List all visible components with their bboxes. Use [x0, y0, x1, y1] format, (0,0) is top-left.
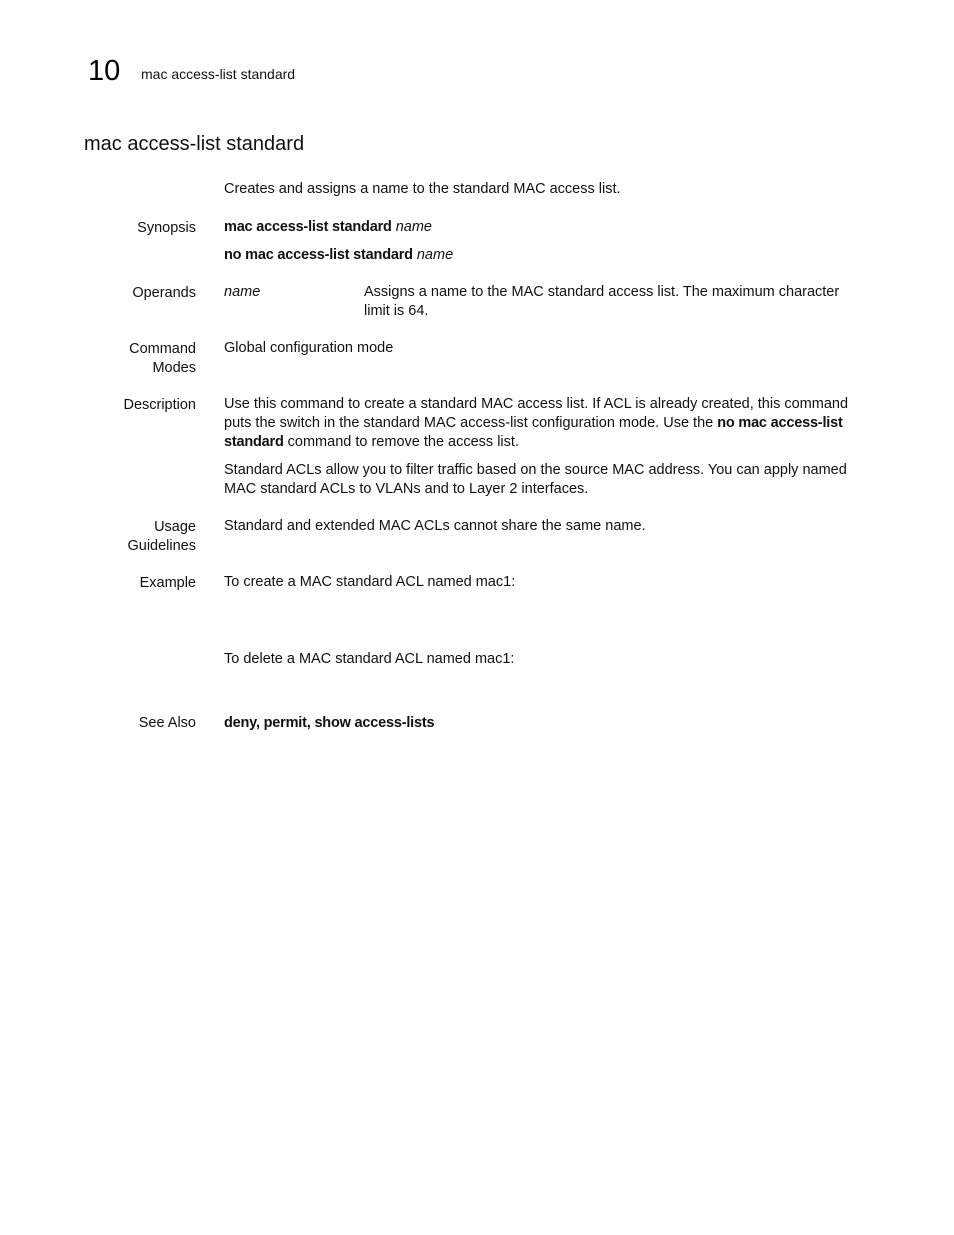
label-command-modes	[129, 340, 196, 378]
section-title: mac access-list standard	[84, 133, 305, 155]
description-paragraph-1	[224, 395, 864, 452]
operand-description: Assigns a name to the MAC standard access list. The maximum character limit is 64.	[364, 284, 840, 319]
description-command: no mac access-list standard	[224, 415, 843, 450]
synopsis-line-2	[224, 246, 864, 265]
label-description: Description	[123, 397, 196, 413]
label-usage-guidelines	[127, 518, 196, 556]
label-command: Command	[129, 341, 196, 357]
see-also-separator: ,	[255, 715, 264, 731]
usage-guidelines-text: Standard and extended MAC ACLs cannot share the same name.	[224, 518, 646, 534]
synopsis-line-1	[224, 218, 864, 237]
chapter-number: 10	[88, 55, 121, 87]
see-also-show-access-lists-link[interactable]: show access-lists	[314, 715, 435, 731]
synopsis-no-command: no mac access-list standard	[224, 247, 413, 263]
label-usage: Usage	[154, 519, 196, 535]
command-modes-text: Global configuration mode	[224, 340, 394, 356]
see-also-separator: ,	[306, 715, 315, 731]
label-guidelines: Guidelines	[127, 538, 196, 554]
operand-name: name	[224, 284, 261, 300]
description-text-b: command to remove the access list.	[283, 434, 519, 450]
description-text-a: Use this command to create a standard MAC access list. If ACL is already created, this command puts the switch in the standard MAC access-list configuration mode. Use the	[224, 396, 849, 431]
synopsis-no-argument: name	[416, 247, 454, 263]
see-also-links	[224, 714, 864, 733]
synopsis-argument: name	[395, 219, 432, 235]
example-create-text: To create a MAC standard ACL named mac1:	[224, 574, 516, 590]
example-delete-text: To delete a MAC standard ACL named mac1:	[224, 651, 515, 667]
intro-text: Creates and assigns a name to the standard MAC access list.	[224, 181, 621, 197]
label-synopsis: Synopsis	[137, 220, 196, 236]
see-also-permit-link[interactable]: permit	[263, 715, 307, 731]
label-operands: Operands	[132, 285, 196, 301]
see-also-deny-link[interactable]: deny	[224, 715, 256, 731]
label-see-also: See Also	[138, 715, 196, 731]
description-paragraph-2: Standard ACLs allow you to filter traffic based on the source MAC address. You can apply named MAC standard ACLs to VLANs and to Layer 2 interfaces.	[224, 462, 847, 497]
label-example: Example	[139, 575, 196, 591]
synopsis-command: mac access-list standard	[224, 219, 392, 235]
running-title: mac access-list standard	[141, 66, 296, 82]
label-modes: Modes	[152, 360, 196, 376]
